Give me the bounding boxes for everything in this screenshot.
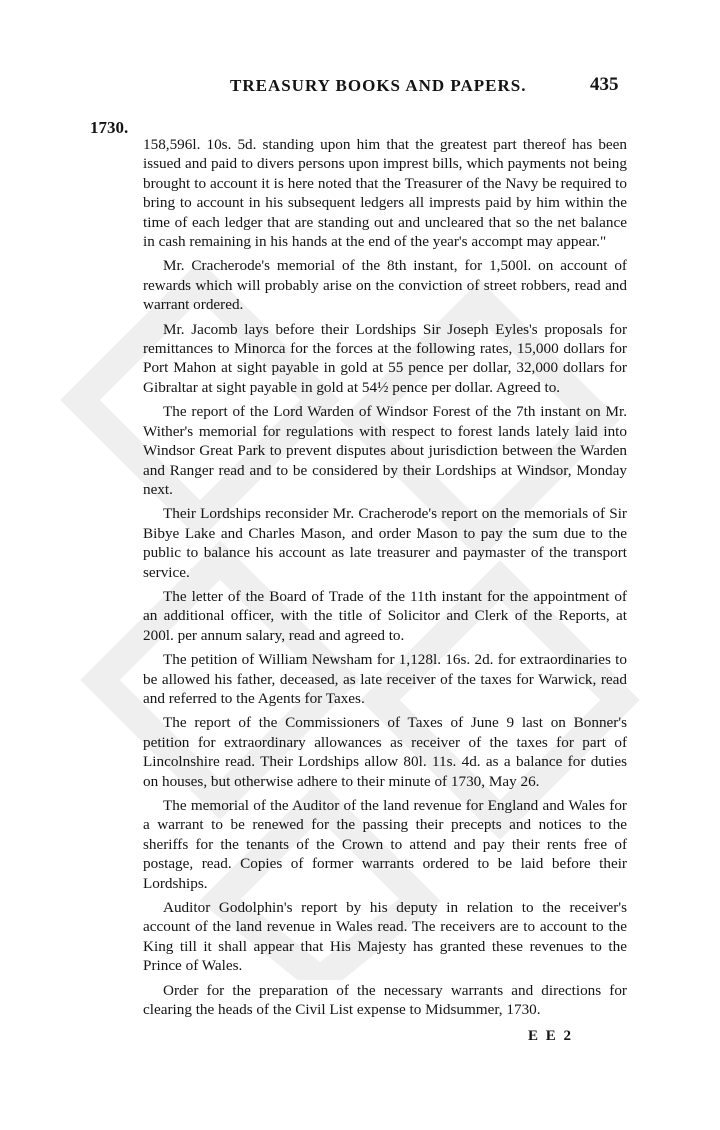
paragraph: The petition of William Newsham for 1,128l. 16s. 2d. for extraordinaries to be allowed his father, deceased, as late receiver of the taxes for Warwick, read and referred to the Agents for Taxes. <box>143 651 627 707</box>
body-text <box>143 135 627 1024</box>
paragraph: The memorial of the Auditor of the land revenue for England and Wales for a warrant to be renewed for the passing their precepts and notices to the sheriffs for the tenants of the Crown to attend and pay their rents free of postage, read. Copies of former warrants ordered to be laid before their Lordships. <box>143 797 627 892</box>
paragraph: Their Lordships reconsider Mr. Cracherode's report on the memorials of Sir Bibye Lake and Charles Mason, and order Mason to pay the sum due to the public to balance his account as late treasurer and paymaster of the transport service. <box>143 505 627 581</box>
paragraph: Auditor Godolphin's report by his deputy in relation to the receiver's account of the land revenue in Wales read. The receivers are to account to the King till it shall appear that His Majesty has granted these revenues to the Prince of Wales. <box>143 899 627 975</box>
page-header <box>0 76 720 100</box>
paragraph: 158,596l. 10s. 5d. standing upon him that the greatest part thereof has been issued and paid to divers persons upon imprest bills, which payments not being brought to account it is here noted that the Treasurer of the Navy be required to bring to account in his subsequent ledgers all imprests paid by him within the time of each ledger that are standing out and uncleared that so the net balance in cash remaining in his hands at the end of the year's accompt may appear." <box>143 136 627 251</box>
paragraph: The report of the Commissioners of Taxes of June 9 last on Bonner's petition for extraordinary allowances as receiver of the taxes for part of Lincolnshire read. Their Lordships allow 80l. 11s. 4d. as a balance for duties on houses, but otherwise adhere to their minute of 1730, May 26. <box>143 714 627 790</box>
running-title: TREASURY BOOKS AND PAPERS. <box>230 76 527 95</box>
paragraph: Order for the preparation of the necessary warrants and directions for clearing the heads of the Civil List expense to Midsummer, 1730. <box>143 981 627 1019</box>
paragraph: The letter of the Board of Trade of the 11th instant for the appointment of an additional officer, with the title of Solicitor and Clerk of the Reports, at 200l. per annum salary, read and agreed to. <box>143 587 627 644</box>
paragraph: Mr. Cracherode's memorial of the 8th instant, for 1,500l. on account of rewards which will probably arise on the conviction of street robbers, read and warrant ordered. <box>143 257 627 314</box>
paragraph: The report of the Lord Warden of Windsor Forest of the 7th instant on Mr. Wither's memorial for regulations with respect to forest lands lately laid into Windsor Great Park to prevent disputes about jurisdiction between the Warden and Ranger read and to be considered by their Lordships at Windsor, Monday next. <box>143 403 627 498</box>
margin-year: 1730. <box>90 118 129 137</box>
signature-mark: E E 2 <box>528 1028 574 1044</box>
paragraph: Mr. Jacomb lays before their Lordships Sir Joseph Eyles's proposals for remittances to Minorca for the forces at the following rates, 15,000 dollars for Port Mahon at sight payable in gold at 55 pence per dollar, 32,000 dollars for Gibraltar at sight payable in gold at 54½ pence per dollar. Agreed to. <box>143 320 627 396</box>
page-number: 435 <box>590 74 619 95</box>
